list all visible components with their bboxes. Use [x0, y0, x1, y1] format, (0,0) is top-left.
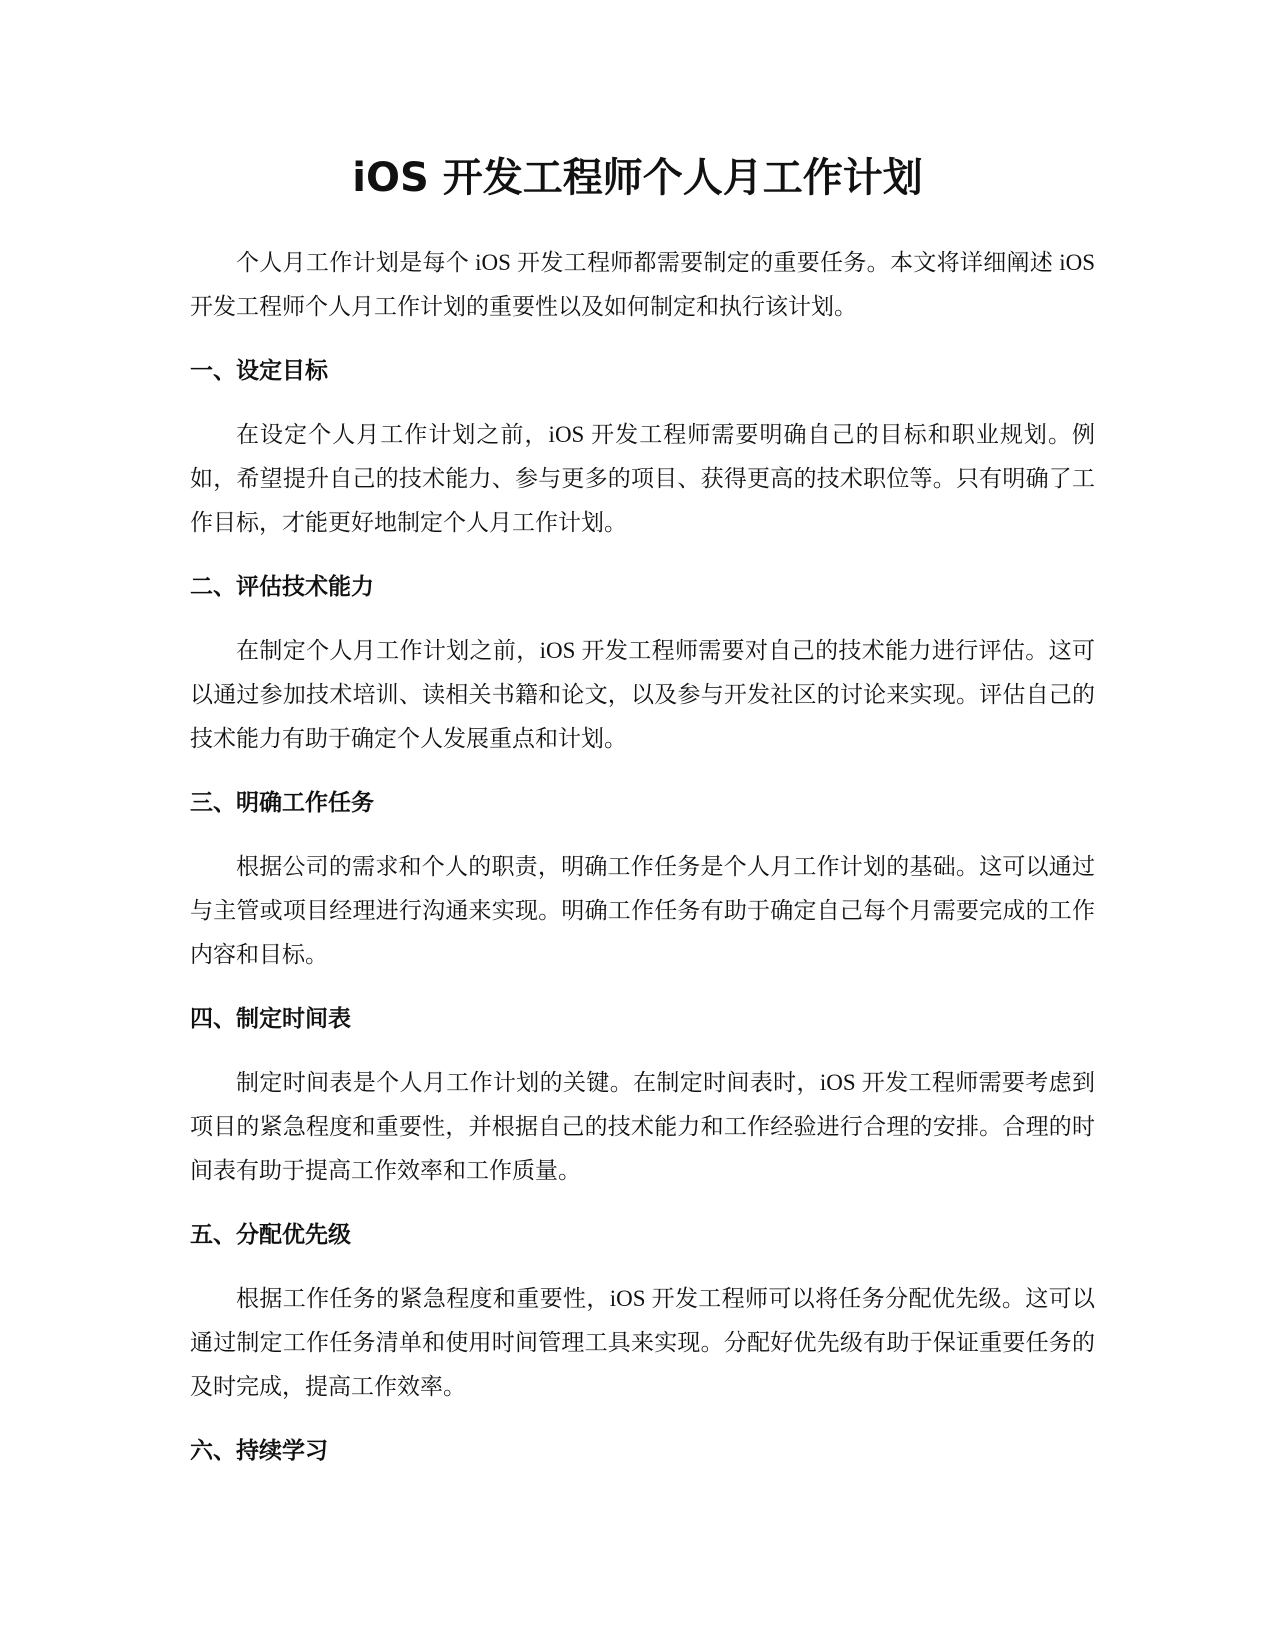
section-body-assess-skills: 在制定个人月工作计划之前，iOS 开发工程师需要对自己的技术能力进行评估。这可以通过参加技术培训、读相关书籍和论文，以及参与开发社区的讨论来实现。评估自己的技术能力有助于确定个人发展重点和计划。 [190, 638, 1095, 751]
section-heading-continuous-learning: 六、持续学习 [190, 1438, 328, 1464]
section-body-define-tasks: 根据公司的需求和个人的职责，明确工作任务是个人月工作计划的基础。这可以通过与主管或项目经理进行沟通来实现。明确工作任务有助于确定自己每个月需要完成的工作内容和目标。 [190, 854, 1095, 967]
document-body [190, 241, 1095, 1467]
section-heading-define-tasks: 三、明确工作任务 [190, 790, 374, 816]
section-heading-assess-skills: 二、评估技术能力 [190, 574, 374, 600]
section-heading-schedule: 四、制定时间表 [190, 1006, 351, 1032]
section-body-goals: 在设定个人月工作计划之前，iOS 开发工程师需要明确自己的目标和职业规划。例如，希望提升自己的技术能力、参与更多的项目、获得更高的技术职位等。只有明确了工作目标，才能更好地制定个人月工作计划。 [190, 422, 1095, 535]
document-title: iOS 开发工程师个人月工作计划 [352, 155, 923, 201]
section-body-priorities: 根据工作任务的紧急程度和重要性，iOS 开发工程师可以将任务分配优先级。这可以通过制定工作任务清单和使用时间管理工具来实现。分配好优先级有助于保证重要任务的及时完成，提高工作效率。 [190, 1286, 1095, 1399]
section-heading-priorities: 五、分配优先级 [190, 1222, 351, 1248]
section-body-schedule: 制定时间表是个人月工作计划的关键。在制定时间表时，iOS 开发工程师需要考虑到项目的紧急程度和重要性，并根据自己的技术能力和工作经验进行合理的安排。合理的时间表有助于提高工作效率和工作质量。 [190, 1070, 1095, 1183]
section-heading-goals: 一、设定目标 [190, 358, 328, 384]
intro-paragraph: 个人月工作计划是每个 iOS 开发工程师都需要制定的重要任务。本文将详细阐述 iOS 开发工程师个人月工作计划的重要性以及如何制定和执行该计划。 [190, 250, 1095, 319]
